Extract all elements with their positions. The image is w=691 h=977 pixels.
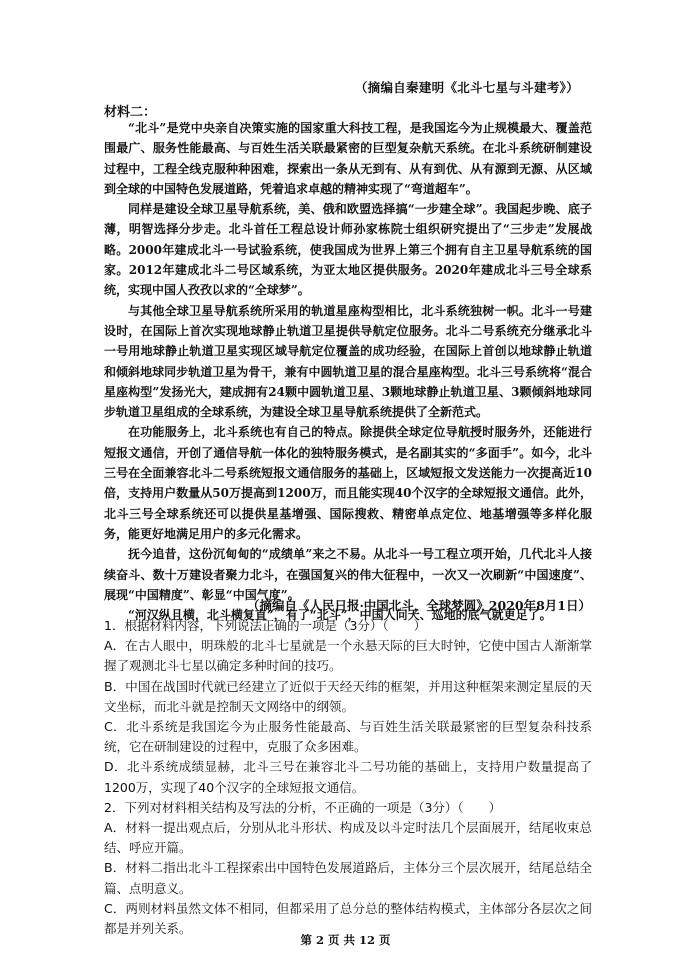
- material-paragraph: “河汉纵且横，北斗横复直”，有了“北斗”，中国人问天、巡地的底气就更足了。: [128, 608, 552, 623]
- question-2-option-c: C．两则材料虽然文体不相同，但都采用了总分总的整体结构模式，主体部分各层次之间都是并列关系。: [104, 900, 592, 937]
- material-two-body: [104, 118, 592, 625]
- question-1-option-c: C．北斗系统是我国迄今为止服务性能最高、与百姓生活关联最紧密的巨型复杂科技系统，它在研制建设的过程中，克服了众多困难。: [104, 719, 592, 755]
- question-1-option-a: A．在古人眼中，明珠般的北斗七星就是一个永悬天际的巨大时钟，它使中国古人渐渐掌握了观测北斗七星以确定多种时间的技巧。: [104, 638, 592, 674]
- question-2-option-a: A．材料一提出观点后，分别从北斗形状、构成及以斗定时法几个层面展开，结尾收束总结、呼应开篇。: [104, 820, 592, 856]
- question-list: [104, 616, 592, 939]
- material-paragraph: 在功能服务上，北斗系统也有自己的特点。除提供全球定位导航授时服务外，还能进行短报文通信，开创了通信导航一体化的独特服务模式，是名副其实的“多面手”。如今，北斗三号在全面兼容北斗二号系统短报文通信服务的基础上，区域短报文发送能力一次提高近10倍，支持用户数量从50万提高到1200万，而且能实现40个汉字的全球短报文通信。此外，北斗三号全球系统还可以提供星基增强、国际搜救、精密单点定位、地基增强等多样化服务，能更好地满足用户的多元化需求。: [104, 425, 592, 541]
- material-two-source: （摘编自《人民日报·中国北斗，全球梦圆》2020年8月1日）: [246, 598, 591, 613]
- material-one-source: （摘编自秦建明《北斗七星与斗建考》）: [354, 80, 579, 95]
- question-1-option-b: B．中国在战国时代就已经建立了近似于天经天纬的框架，并用这种框架来测定星辰的天文坐标，而北斗就是控制天文网络中的纲领。: [104, 678, 592, 714]
- question-1-stem: 1．根据材料内容，下列说法正确的一项是（3分）（ ）: [104, 618, 427, 633]
- material-two-heading: 材料二：: [104, 105, 157, 120]
- material-paragraph: “北斗”是党中央亲自决策实施的国家重大科技工程，是我国迄今为止规模最大、覆盖范围最广、服务性能最高、与百姓生活关联最紧密的巨型复杂航天系统。在北斗系统研制建设过程中，工程全线克服种种困难，探索出一条从无到有、从有到优、从有源到无源、从区域到全球的中国特色发展道路，凭着追求卓越的精神实现了“弯道超车”。: [104, 121, 592, 196]
- page-footer: 第 2 页 共 12 页: [300, 933, 391, 947]
- question-2-option-b: B．材料二指出北斗工程探索出中国特色发展道路后，主体分三个层次展开，结尾总结全篇、点明意义。: [104, 860, 592, 896]
- material-paragraph: 抚今追昔，这份沉甸甸的“成绩单”来之不易。从北斗一号工程立项开始，几代北斗人接续奋斗、数十万建设者聚力北斗，在强国复兴的伟大征程中，一次又一次刷新“中国速度”、展现“中国精度”、彰显“中国气度”。: [104, 547, 592, 602]
- question-1-option-d: D．北斗系统成绩显赫，北斗三号在兼容北斗二号功能的基础上，支持用户数量提高了1200万，实现了40个汉字的全球短报文通信。: [104, 759, 592, 795]
- material-paragraph: 与其他全球卫星导航系统所采用的轨道星座构型相比，北斗系统独树一帜。北斗一号建设时，在国际上首次实现地球静止轨道卫星提供导航定位服务。北斗二号系统充分继承北斗一号用地球静止轨道卫星实现区域导航定位覆盖的成功经验，在国际上首创以地球静止轨道和倾斜地球同步轨道卫星为骨干，兼有中圆轨道卫星的混合星座构型。北斗三号系统将“混合星座构型”发扬光大，建成拥有24颗中圆轨道卫星、3颗地球静止轨道卫星、3颗倾斜地球同步轨道卫星组成的全球系统，为建设全球卫星导航系统提供了全新范式。: [104, 303, 592, 420]
- question-2-stem: 2．下列对材料相关结构及写法的分析，不正确的一项是（3分）（ ）: [104, 799, 502, 815]
- material-paragraph: 同样是建设全球卫星导航系统，美、俄和欧盟选择搞“一步建全球”。我国起步晚、底子薄，明智选择分步走。北斗首任工程总设计师孙家栋院士组织研究提出了“三步走”发展战略。2000年建成北斗一号试验系统，使我国成为世界上第三个拥有自主卫星导航系统的国家。2012年建成北斗二号区域系统，为亚太地区提供服务。2020年建成北斗三号全球系统，实现中国人孜孜以求的“全球梦”。: [104, 202, 592, 298]
